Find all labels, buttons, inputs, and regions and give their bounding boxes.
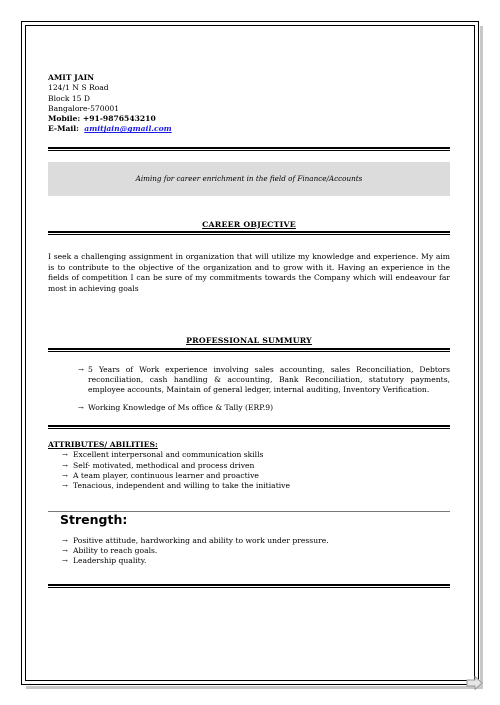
objective-banner <box>48 162 450 196</box>
address-line-2: Block 15 D <box>48 93 91 103</box>
arrow-icon: → <box>62 471 68 480</box>
address-line-1: 124/1 N S Road <box>48 83 109 93</box>
email-link[interactable]: amitjain@gmail.com <box>84 124 172 134</box>
arrow-icon: → <box>62 451 68 460</box>
attributes-list <box>48 450 450 491</box>
arrow-icon: → <box>62 536 68 545</box>
arrow-icon: → <box>62 557 68 566</box>
list-item: → Excellent interpersonal and communication skills <box>62 450 264 460</box>
strength-heading: Strength: <box>60 512 128 528</box>
list-item: → Leadership quality. <box>62 556 147 566</box>
list-item: → Ability to reach goals. <box>62 546 158 556</box>
next-page-arrow-icon[interactable] <box>466 676 483 690</box>
address-line-3: Bangalore-570001 <box>48 103 120 113</box>
email-row <box>48 124 450 134</box>
summary-item-text: Working Knowledge of Ms office & Tally (ERP.9) <box>88 402 274 412</box>
list-item: → Positive attitude, hardworking and ability to work under pressure. <box>62 535 329 545</box>
career-objective-heading: CAREER OBJECTIVE <box>202 219 296 229</box>
page-shadow-right <box>480 26 483 689</box>
list-item: → Tenacious, independent and willing to take the initiative <box>62 481 290 491</box>
summary-item <box>78 365 450 396</box>
arrow-icon: → <box>62 461 68 470</box>
professional-summary-list <box>48 365 450 413</box>
resume-content <box>48 73 450 588</box>
strength-list <box>48 536 450 567</box>
email-label: E-Mail: <box>48 124 79 134</box>
candidate-name: AMIT JAIN <box>48 73 95 82</box>
summary-item-text: 5 Years of Work experience involving sales accounting, sales Reconciliation, Debtors reconciliation, cash handling & accounting, Bank Reconciliation, statutory payments, employee accounts, Maintain of general ledger, internal auditing, Inventory Verification. <box>88 364 450 395</box>
arrow-icon: → <box>62 482 68 491</box>
list-item: → A team player, continuous learner and proactive <box>62 470 259 480</box>
divider-bottom <box>48 584 450 588</box>
summary-item <box>78 403 450 413</box>
banner-text: Aiming for career enrichment in the field of Finance/Accounts <box>135 173 363 183</box>
mobile-number: Mobile: +91-9876543210 <box>48 114 156 124</box>
page-shadow-bottom <box>26 686 482 689</box>
professional-summary-heading: PROFESSIONAL SUMMURY <box>186 336 312 346</box>
list-item: → Self- motivated, methodical and process driven <box>62 460 255 470</box>
arrow-icon: → <box>78 365 84 374</box>
career-objective-text: I seek a challenging assignment in organization that will utilize my knowledge and experience. My aim is to contribute to the objective of the organization and to grow with it. Having an experience in the fields of competition I can be sure of my commitments towards the Company which will endeavour far most in achieving goals <box>48 252 450 293</box>
arrow-icon: → <box>62 547 68 556</box>
attributes-heading: ATTRIBUTES/ ABILITIES: <box>48 439 158 449</box>
contact-block <box>48 73 450 135</box>
arrow-icon: → <box>78 403 84 412</box>
